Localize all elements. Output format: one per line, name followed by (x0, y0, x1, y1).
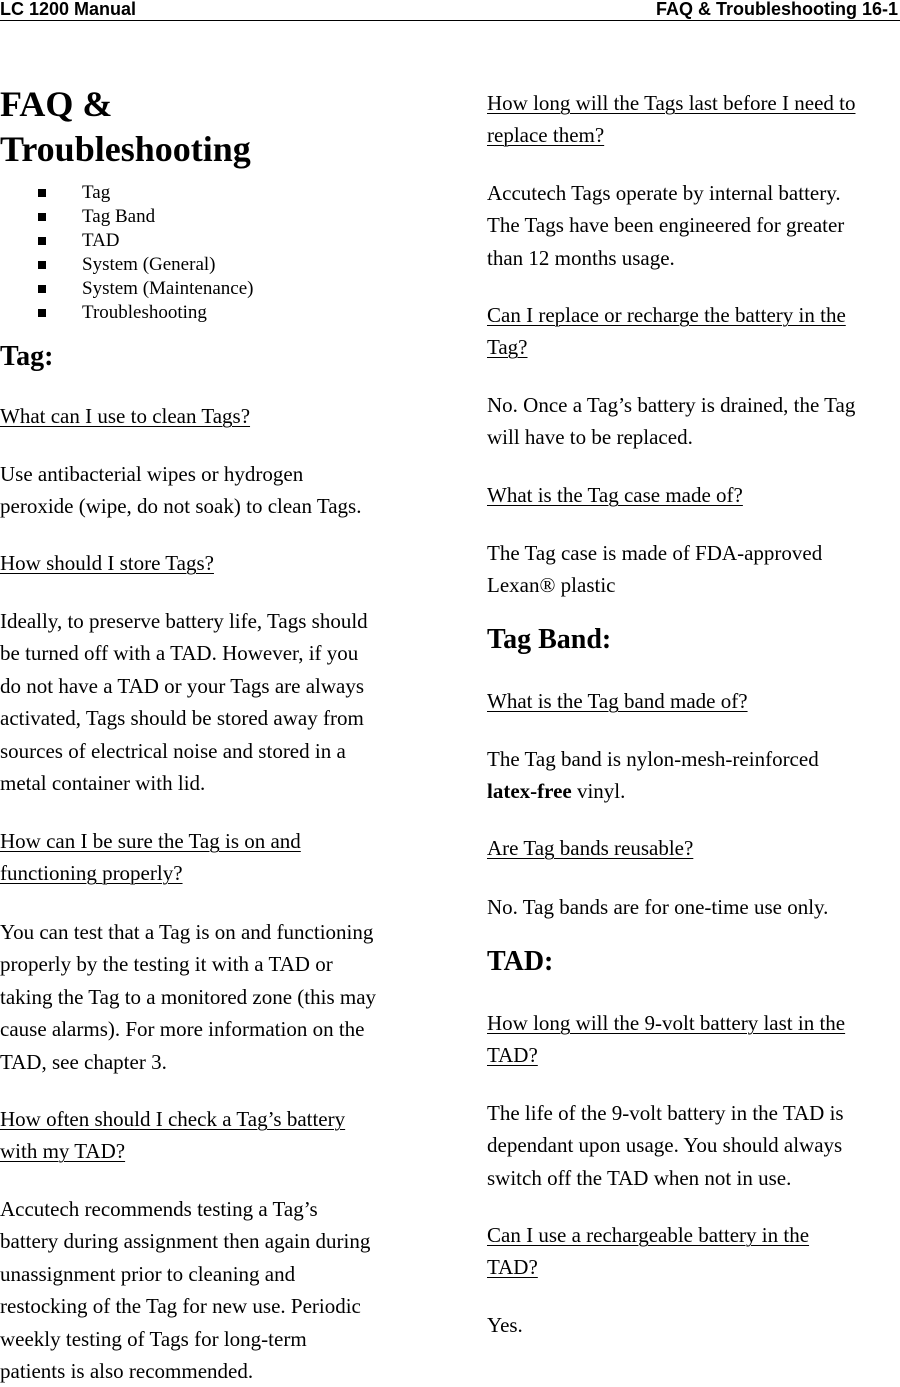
chapter-page-label: FAQ & Troubleshooting 16-1 (655, 0, 898, 19)
list-item: System (General) (0, 253, 253, 277)
faq-question: What is the Tag case made of? (487, 483, 743, 507)
faq-answer: Accutech Tags operate by internal battery. The Tags have been engineered for greater than 12 months usage. (487, 181, 845, 270)
section-heading-tag-band: Tag Band: (487, 624, 612, 655)
faq-answer: You can test that a Tag is on and functioning properly by the testing it with a TAD or taking the Tag to a monitored zone (this may cause alarms). For more information on the TAD, see chapter 3. (0, 920, 377, 1074)
square-bullet-icon (38, 189, 46, 197)
faq-answer: Accutech recommends testing a Tag’s battery during assignment then again during unassignment prior to cleaning and restocking of the Tag for new use. Periodic weekly testing of Tags for long-term patients is also recommended. (0, 1197, 371, 1384)
faq-question: How often should I check a Tag’s battery with my TAD? (0, 1107, 346, 1163)
faq-answer: The Tag case is made of FDA-approved Lexan® plastic (487, 541, 823, 598)
square-bullet-icon (38, 309, 46, 317)
square-bullet-icon (38, 261, 46, 269)
faq-answer: Ideally, to preserve battery life, Tags should be turned off with a TAD. However, if you do not have a TAD or your Tags are always activated, Tags should be stored away from sources of electrical noise and stored in a metal container with lid. (0, 609, 368, 796)
page-title: FAQ & Troubleshooting (0, 84, 251, 169)
faq-answer: The life of the 9-volt battery in the TAD is dependant upon usage. You should always switch off the TAD when not in use. (487, 1101, 844, 1190)
faq-question: How can I be sure the Tag is on and functioning properly? (0, 829, 301, 885)
faq-question: How should I store Tags? (0, 551, 214, 575)
square-bullet-icon (38, 213, 46, 221)
faq-question: Are Tag bands reusable? (487, 836, 694, 860)
faq-answer: Yes. (487, 1313, 523, 1337)
emphasis-latex-free: latex-free (487, 779, 572, 804)
faq-question: How long will the 9-volt battery last in the TAD? (487, 1011, 846, 1067)
list-item: Troubleshooting (0, 301, 253, 325)
list-item: Tag (0, 181, 253, 205)
square-bullet-icon (38, 237, 46, 245)
faq-answer: Use antibacterial wipes or hydrogen peroxide (wipe, do not soak) to clean Tags. (0, 462, 362, 519)
faq-question: Can I use a rechargeable battery in the TAD? (487, 1223, 810, 1279)
page-header (0, 0, 900, 21)
faq-answer: No. Tag bands are for one-time use only. (487, 895, 829, 919)
topic-list (0, 181, 253, 325)
manual-title: LC 1200 Manual (0, 0, 137, 19)
faq-answer: The Tag band is nylon-mesh-reinforced latex-free vinyl. (487, 747, 819, 804)
faq-question: What can I use to clean Tags? (0, 404, 251, 428)
faq-answer: No. Once a Tag’s battery is drained, the Tag will have to be replaced. (487, 393, 856, 450)
list-item: TAD (0, 229, 253, 253)
faq-question: What is the Tag band made of? (487, 689, 748, 713)
square-bullet-icon (38, 285, 46, 293)
faq-question: How long will the Tags last before I need to replace them? (487, 91, 856, 147)
section-heading-tag: Tag: (0, 341, 54, 372)
section-heading-tad: TAD: (487, 946, 554, 977)
faq-question: Can I replace or recharge the battery in the Tag? (487, 303, 846, 359)
list-item: System (Maintenance) (0, 277, 253, 301)
list-item: Tag Band (0, 205, 253, 229)
